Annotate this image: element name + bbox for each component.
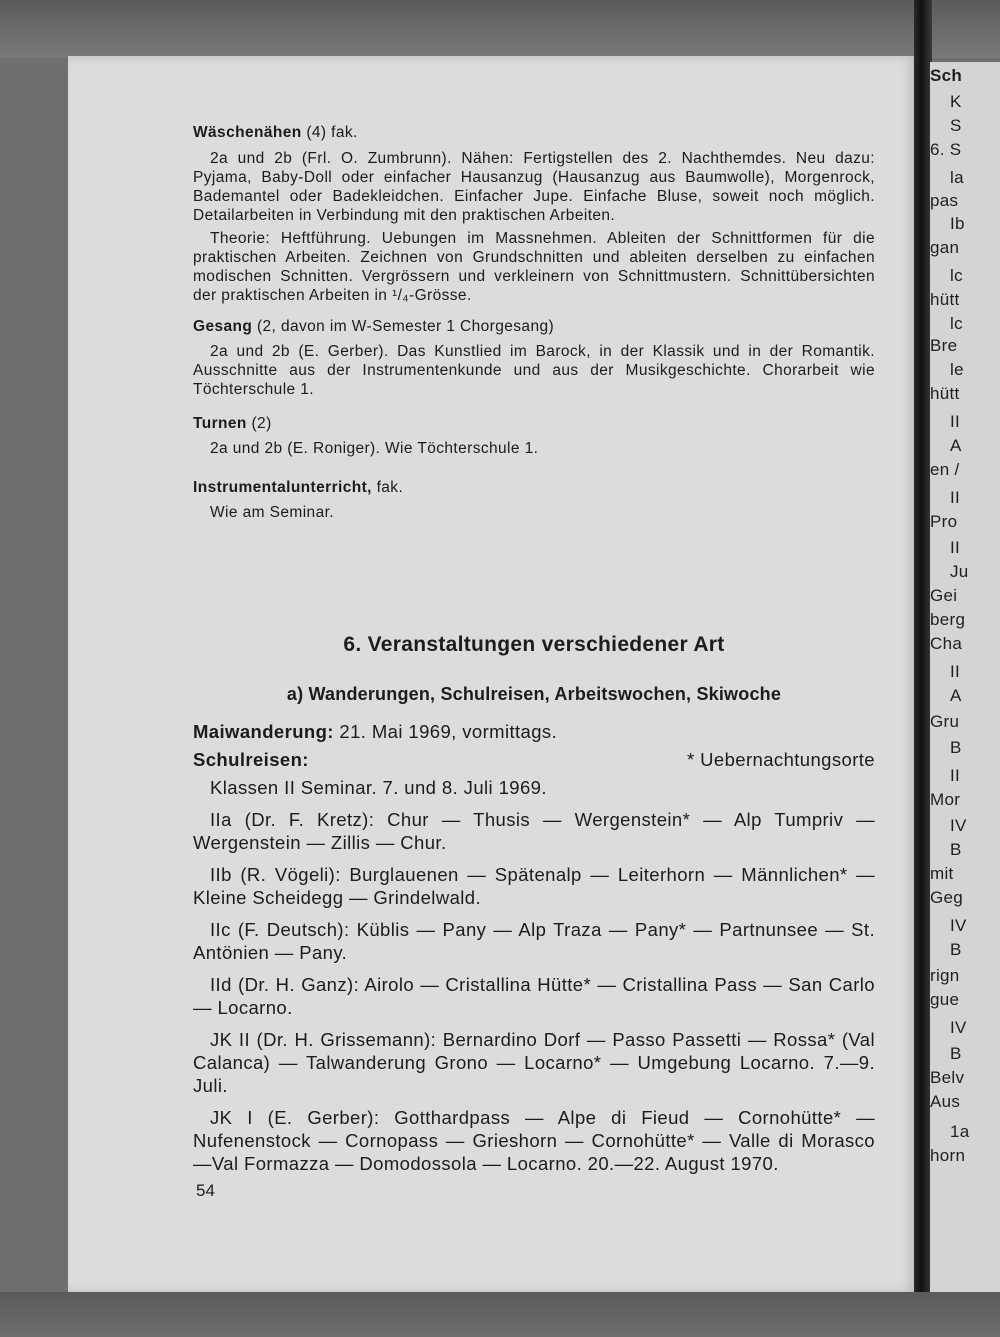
facing-page-text-fragment: II: [950, 412, 961, 431]
facing-page-text-fragment: lc: [950, 266, 963, 285]
facing-page-text-fragment: 6. S: [930, 140, 962, 159]
facing-page-text-fragment: Geg: [930, 888, 964, 907]
facing-page-text-fragment: A: [950, 436, 962, 455]
trip-item: IId (Dr. H. Ganz): Airolo — Cristallina Hütte* — Cristallina Pass — San Carlo — Locarno.: [193, 974, 875, 1018]
facing-page-text-fragment: S: [950, 116, 962, 135]
facing-page-text-fragment: II: [950, 766, 961, 785]
facing-page-text-fragment: 1a: [950, 1122, 970, 1141]
trip-item: JK I (E. Gerber): Gotthardpass — Alpe di Fieud — Cornohütte* — Nufenenstock — Cornopass — Grieshorn — Cornohütte* — Valle di Morasco —Val Formazza — Domodossola — Locarno. 20.—22. August 1970.: [193, 1107, 875, 1174]
trip-item: IIb (R. Vögeli): Burglauenen — Spätenalp — Leiterhorn — Männlichen* — Kleine Scheidegg — Grindelwald.: [193, 864, 875, 908]
facing-page-edge: [930, 62, 1000, 1292]
instrumental-heading: [193, 478, 875, 497]
waeschenaehen-heading: [193, 123, 875, 142]
facing-page-text-fragment: pas: [930, 191, 959, 210]
trip-item: IIc (F. Deutsch): Küblis — Pany — Alp Traza — Pany* — Partnunsee — St. Antönien — Pany.: [193, 919, 875, 963]
trip-item: JK II (Dr. H. Grissemann): Bernardino Dorf — Passo Passetti — Rossa* (Val Calanca) — Talwanderung Grono — Locarno* — Umgebung Locarno. 7.—9. Juli.: [193, 1029, 875, 1096]
facing-page-text-fragment: gue: [930, 990, 960, 1009]
facing-page-text-fragment: Sch: [930, 66, 963, 85]
facing-page-text-fragment: II: [950, 538, 961, 557]
schulreisen-list: [193, 776, 875, 1175]
facing-page-text-fragment: II: [950, 662, 961, 681]
facing-page-text-fragment: B: [950, 940, 962, 959]
facing-page-text-fragment: K: [950, 92, 962, 111]
facing-page-text-fragment: Cha: [930, 634, 963, 653]
turnen-section: [193, 414, 875, 458]
gesang-heading: [193, 317, 875, 336]
scan-border-bottom: [0, 1292, 1000, 1337]
waeschenaehen-meta: (4) fak.: [301, 124, 358, 141]
trip-item: IIa (Dr. F. Kretz): Chur — Thusis — Wergenstein* — Alp Tumpriv —Wergenstein — Zillis — Chur.: [193, 809, 875, 853]
facing-page-text-fragment: Gei: [930, 586, 958, 605]
facing-page-text-fragment: berg: [930, 610, 966, 629]
facing-page-text-fragment: horn: [930, 1146, 966, 1165]
facing-page-text-fragment: hütt: [930, 384, 960, 403]
facing-page-text-fragment: Pro: [930, 512, 958, 531]
instrumental-paragraph-1: Wie am Seminar.: [210, 504, 335, 521]
facing-page-text-fragment: rign: [930, 966, 960, 985]
facing-page-text-fragment: la: [950, 168, 964, 187]
gesang-section: [193, 317, 875, 399]
facing-page-text-fragment: Ju: [950, 562, 969, 581]
gesang-paragraph-1: 2a und 2b (E. Gerber). Das Kunstlied im Barock, in der Klassik und in der Romantik. Ausschnitte aus der Instrumentenkunde und aus der Musikgeschichte. Chorarbeit wie Töchterschule 1.: [193, 343, 875, 398]
schulreisen-intro: Klassen II Seminar. 7. und 8. Juli 1969.: [210, 777, 547, 798]
facing-page-text-fragment: B: [950, 738, 962, 757]
facing-page-text-fragment: Ib: [950, 214, 965, 233]
facing-page-text-fragment: Belv: [930, 1068, 965, 1087]
maiwanderung-line: [193, 720, 875, 743]
facing-page-text-fragment: Mor: [930, 790, 961, 809]
facing-page-text-fragment: Bre: [930, 336, 958, 355]
turnen-paragraph-1: 2a und 2b (E. Roniger). Wie Töchterschule 1.: [210, 440, 539, 457]
turnen-title: Turnen: [193, 415, 247, 432]
waeschenaehen-paragraph-1: 2a und 2b (Frl. O. Zumbrunn). Nähen: Fertigstellen des 2. Nachthemdes. Neu dazu: Pyjama, Baby-Doll oder einfacher Hausanzug (Hausanzug aus Baumwolle), Morgenrock, Bademantel oder Badekleidchen. Einfacher Jupe. Einfache Bluse, soweit noch möglich. Detailarbeiten in Verbindung mit den praktischen Arbeiten.: [193, 150, 875, 224]
maiwanderung-text: 21. Mai 1969, vormittags.: [333, 721, 558, 742]
gesang-title: Gesang: [193, 318, 253, 335]
facing-page-text-fragment: gan: [930, 238, 960, 257]
facing-page-text-fragment: Aus: [930, 1092, 961, 1111]
section-title: 6. Veranstaltungen verschiedener Art: [343, 633, 725, 656]
maiwanderung-label: Maiwanderung:: [193, 721, 334, 742]
waeschenaehen-title: Wäschenähen: [193, 124, 302, 141]
instrumental-section: [193, 478, 875, 522]
facing-page-text-fragment: lc: [950, 314, 963, 333]
schulreisen-header: [193, 748, 875, 771]
waeschenaehen-section: [193, 123, 875, 305]
facing-page-text-fragment: Gru: [930, 712, 960, 731]
waeschenaehen-paragraph-2: Theorie: Heftführung. Uebungen im Massnehmen. Ableiten der Schnittformen für die praktischen Arbeiten. Zeichnen von Grundschnitten und ableiten derselben zu einfachen modischen Schnitten. Vergrössern und verkleinern von Schnittmustern. Schnittübersichten der praktischen Arbeiten in ¹/₄-Grösse.: [193, 230, 875, 304]
turnen-heading: [193, 414, 875, 433]
facing-page-text-fragment: A: [950, 686, 962, 705]
facing-page-text-fragment: IV: [950, 1018, 967, 1037]
facing-page-text-fragment: le: [950, 360, 964, 379]
facing-page-text-fragment: B: [950, 840, 962, 859]
page-number: 54: [196, 1181, 215, 1200]
facing-page-text-fragment: IV: [950, 916, 967, 935]
subsection-title: a) Wanderungen, Schulreisen, Arbeitswochen, Skiwoche: [286, 684, 782, 704]
facing-page-text-fragment: en /: [930, 460, 960, 479]
facing-page-text-fragment: II: [950, 488, 961, 507]
scan-border-top: [0, 0, 1000, 58]
facing-page-text-fragment: IV: [950, 816, 967, 835]
facing-page-text-fragment: B: [950, 1044, 962, 1063]
gesang-meta: (2, davon im W-Semester 1 Chorgesang): [252, 318, 555, 335]
turnen-meta: (2): [246, 415, 272, 432]
instrumental-title: Instrumentalunterricht,: [193, 479, 372, 496]
facing-page-text-fragment: mit: [930, 864, 954, 883]
schulreisen-label: Schulreisen:: [193, 749, 309, 770]
instrumental-meta: fak.: [371, 479, 404, 496]
facing-page-text-fragment: hütt: [930, 290, 960, 309]
schulreisen-note: * Uebernachtungsorte: [687, 749, 875, 770]
